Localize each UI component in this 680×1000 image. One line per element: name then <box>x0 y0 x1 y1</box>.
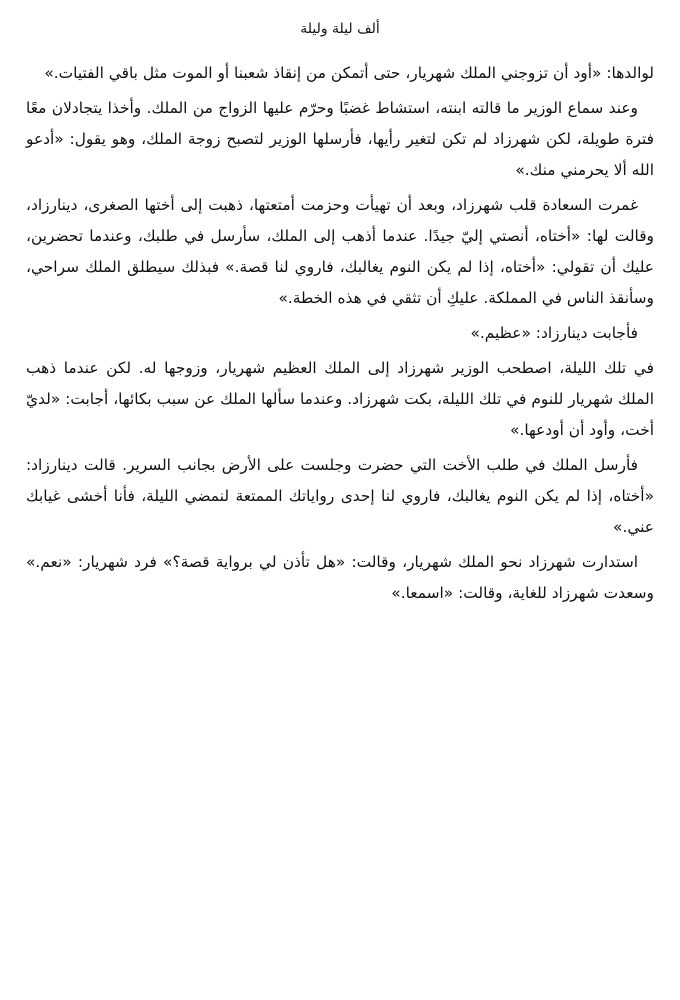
paragraph: غمرت السعادة قلب شهرزاد، وبعد أن تهيأت وحزمت أمتعتها، ذهبت إلى أختها الصغرى، دينارزاد، وقالت لها: «أختاه، أنصتي إليّ جيدًا. عندما أذهب إلى الملك، سأرسل في طلبك، وعندما تحضرين، عليك أن تقولي: «أختاه، إذا لم يكن النوم يغالبك، فاروي لنا قصة.» فبذلك سيطلق الملك سراحي، وسأنقذ الناس في المملكة. عليكِ أن تثقي في هذه الخطة.» <box>26 196 654 307</box>
paragraph: وعند سماع الوزير ما قالته ابنته، استشاط غضبًا وحرّم عليها الزواج من الملك. وأخذا يتجادلان معًا فترة طويلة، لكن شهرزاد لم تكن لتغير رأيها، فأرسلها الوزير لتصبح زوجة الملك، وهو يقول: «أدعو الله ألا يحرمني منك.» <box>26 99 654 179</box>
paragraph: في تلك الليلة، اصطحب الوزير شهرزاد إلى الملك العظيم شهريار، وزوجها له. لكن عندما ذهب الملك شهريار للنوم في تلك الليلة، بكت شهرزاد. وعندما سألها الملك عن سبب بكائها، أجابت: «لديّ أخت، وأود أن أودعها.» <box>26 359 654 439</box>
running-header: ألف ليلة وليلة <box>300 21 380 37</box>
paragraph: فأجابت دينارزاد: «عظيم.» <box>470 324 638 342</box>
paragraph: استدارت شهرزاد نحو الملك شهريار، وقالت: «هل تأذن لي برواية قصة؟» فرد شهريار: «نعم.» وسعدت شهرزاد للغاية، وقالت: «اسمعا.» <box>26 553 654 602</box>
paragraph: فأرسل الملك في طلب الأخت التي حضرت وجلست على الأرض بجانب السرير. قالت دينارزاد: «أختاه، إذا لم يكن النوم يغالبك، فاروي لنا إحدى رواياتك الممتعة لنمضي الليلة، فأنا أخشى غيابك عني.» <box>26 456 654 536</box>
paragraph: لوالدها: «أود أن تزوجني الملك شهريار، حتى أتمكن من إنقاذ شعبنا أو الموت مثل باقي الفتيات.» <box>44 64 654 82</box>
document-body <box>26 58 654 609</box>
